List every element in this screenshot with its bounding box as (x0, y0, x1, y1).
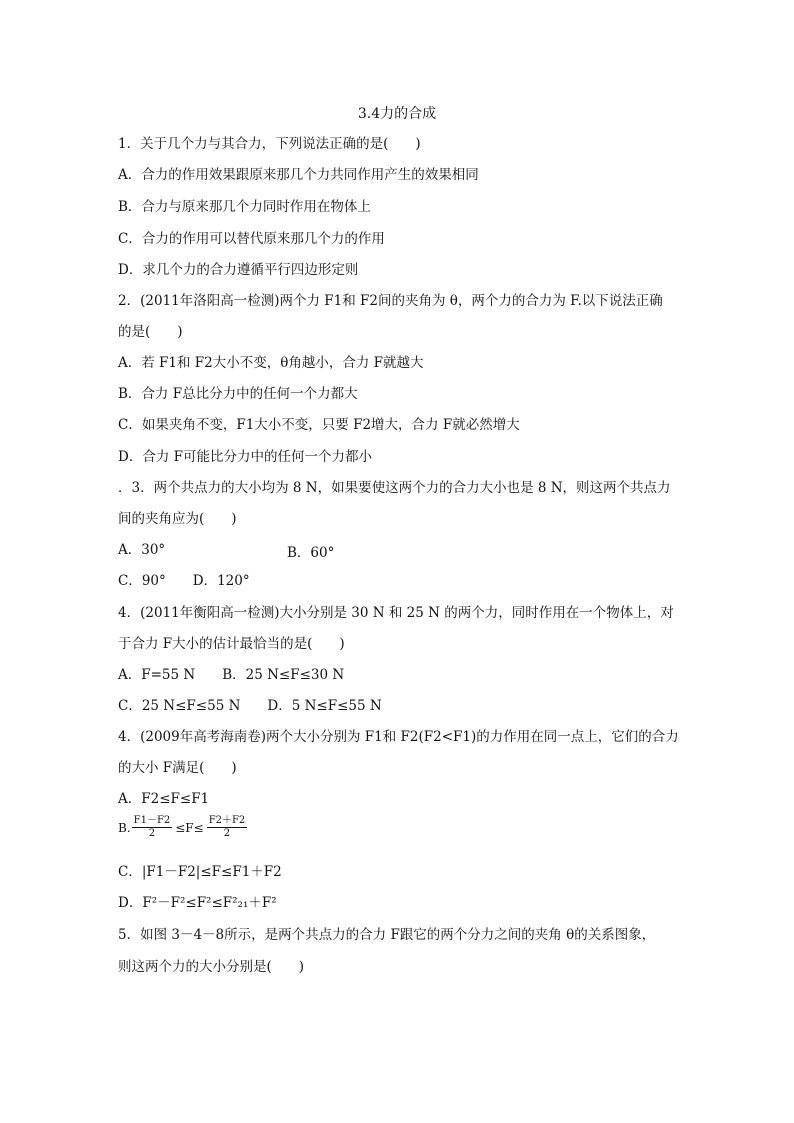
page-title: 3.4力的合成 (357, 106, 437, 122)
q1-option-d: D．求几个力的合力遵循平行四边形定则 (118, 262, 359, 278)
q1-option-a: A．合力的作用效果跟原来那几个力共同作用产生的效果相同 (118, 167, 479, 183)
fraction-1-numerator: F1－F2 (133, 815, 171, 826)
q1-option-b: B．合力与原来那几个力同时作用在物体上 (118, 199, 371, 215)
fraction-1-denominator: 2 (148, 828, 156, 839)
q4b-option-b (118, 815, 248, 840)
fraction-1 (132, 815, 173, 840)
q4b-option-a: A．F2≤F≤F1 (118, 791, 210, 807)
q4a-stem-line2: 于合力 F大小的估计最恰当的是( ) (118, 636, 345, 652)
fraction-2-numerator: F2＋F2 (208, 815, 246, 826)
q2-option-c: C．如果夹角不变，F1大小不变，只要 F2增大，合力 F就必然增大 (118, 417, 520, 433)
q4b-option-c: C．|F1－F2|≤F≤F1＋F2 (118, 864, 282, 880)
q1-stem: 1．关于几个力与其合力，下列说法正确的是( ) (118, 136, 421, 152)
q2-option-d: D．合力 F可能比分力中的任何一个力都小 (118, 449, 372, 465)
q3-stem-line1: ．3．两个共点力的大小均为 8 N，如果要使这两个力的合力大小也是 8 N，则这两个共点力 (118, 480, 671, 496)
q2-option-b: B．合力 F总比分力中的任何一个力都大 (118, 386, 358, 402)
q4b-option-b-label: B. (118, 820, 131, 835)
q1-option-c: C．合力的作用可以替代原来那几个力的作用 (118, 231, 385, 247)
q4b-stem-line1: 4．(2009年高考海南卷)两个大小分别为 F1和 F2(F2<F1)的力作用在同一点上，它们的合力 (118, 729, 679, 745)
q4a-stem-line1: 4．(2011年衡阳高一检测)大小分别是 30 N 和 25 N 的两个力，同时作用在一个物体上，对 (118, 605, 674, 621)
q3-stem-line2: 间的夹角应为( ) (118, 511, 237, 527)
q2-option-a: A．若 F1和 F2大小不变，θ角越小，合力 F就越大 (118, 355, 424, 371)
q3-option-a: A．30° (118, 542, 166, 558)
fraction-2-denominator: 2 (223, 828, 231, 839)
q5-stem-line2: 则这两个力的大小分别是( ) (118, 959, 305, 975)
q2-stem-line2: 的是( ) (118, 324, 183, 340)
q2-stem-line1: 2．(2011年洛阳高一检测)两个力 F1和 F2间的夹角为 θ，两个力的合力为 F.以下说法正确 (118, 293, 663, 309)
q4b-stem-line2: 的大小 F满足( ) (118, 760, 237, 776)
q4b-option-d: D．F²－F²≤F²≤F²₂₁＋F² (118, 895, 277, 911)
q5-stem-line1: 5．如图 3－4－8所示，是两个共点力的合力 F跟它的两个分力之间的夹角 θ的关系图象， (118, 927, 656, 943)
q4a-options-ab: A．F=55 N B．25 N≤F≤30 N (118, 667, 345, 683)
q3-options-cd: C．90° D．120° (118, 573, 250, 589)
inequality-relation: ≤F≤ (175, 820, 204, 835)
q3-option-b: B．60° (287, 545, 335, 561)
q4a-options-cd: C．25 N≤F≤55 N D．5 N≤F≤55 N (118, 698, 382, 714)
fraction-2 (207, 815, 248, 840)
